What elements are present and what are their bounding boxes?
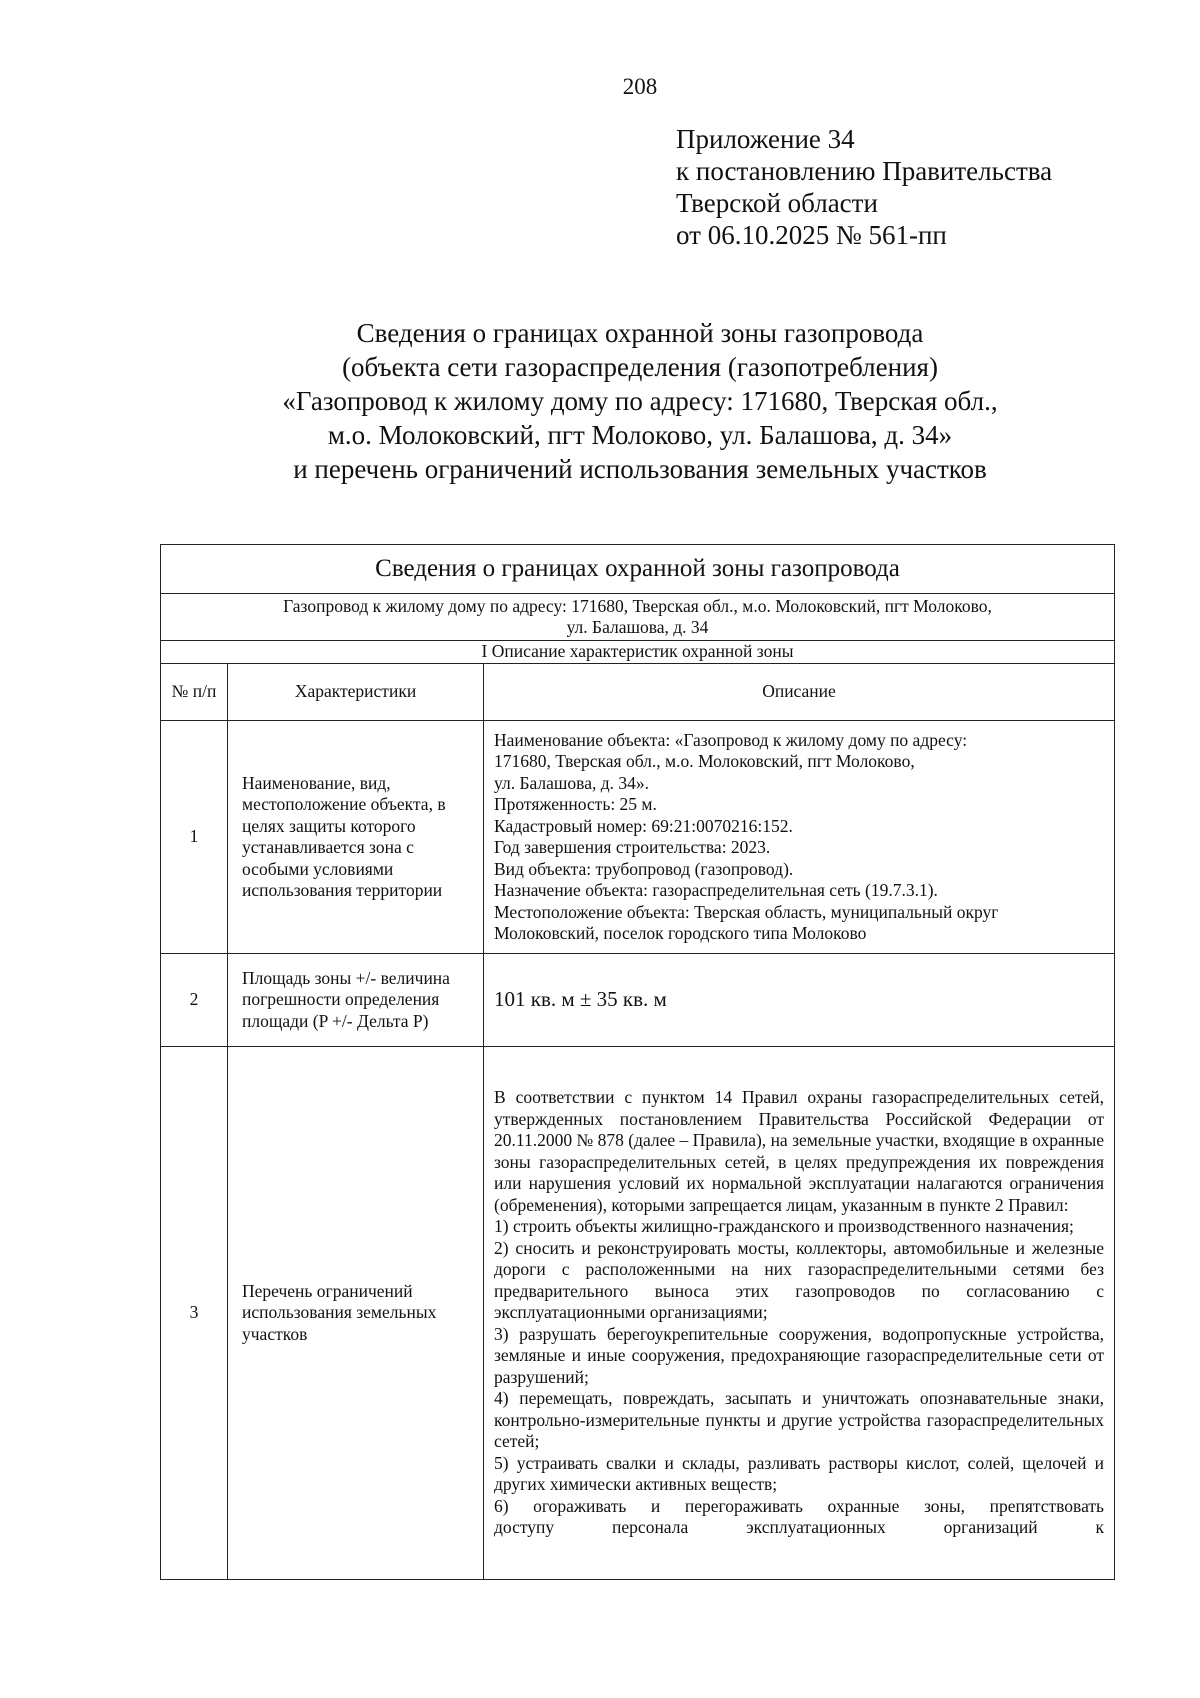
title-line: (объекта сети газораспределения (газопотребления)	[342, 352, 938, 382]
section-title: I Описание характеристик охранной зоны	[161, 641, 1115, 664]
appendix-line: Приложение 34	[676, 124, 855, 154]
description-line: Кадастровый номер: 69:21:0070216:152.	[494, 815, 793, 836]
zone-area-value: 101 кв. м ± 35 кв. м	[484, 954, 1115, 1047]
title-line: и перечень ограничений использования земельных участков	[293, 454, 987, 484]
description-line: Назначение объекта: газораспределительная сеть (19.7.3.1).	[494, 880, 938, 900]
object-name-row	[161, 594, 1115, 641]
restriction-item: 5) устраивать свалки и склады, разливать растворы кислот, солей, щелочей и других химически активных веществ;	[494, 1452, 1105, 1495]
appendix-block	[676, 123, 1052, 251]
restrictions-description	[484, 1047, 1115, 1580]
header-num: № п/п	[161, 664, 228, 721]
row-description	[484, 721, 1115, 954]
page-number: 208	[622, 74, 658, 99]
description-line: Молоковский, поселок городского типа Молоково	[494, 923, 867, 943]
appendix-line: от 06.10.2025 № 561-пп	[676, 220, 947, 250]
zone-info-table	[160, 544, 1115, 1580]
row-characteristic: Перечень ограничений использования земельных участков	[228, 1047, 484, 1580]
description-line: ул. Балашова, д. 34».	[494, 772, 649, 793]
object-name-cell	[161, 594, 1115, 641]
title-line: м.о. Молоковский, пгт Молоково, ул. Балашова, д. 34»	[327, 420, 953, 450]
row-characteristic: Наименование, вид, местоположение объекта, в целях защиты которого устанавливается зона с особыми условиями использования территории	[228, 721, 484, 954]
table-caption: Сведения о границах охранной зоны газопровода	[161, 545, 1115, 594]
header-description: Описание	[484, 664, 1115, 721]
restriction-item: 4) перемещать, повреждать, засыпать и уничтожать опознавательные знаки, контрольно-измерительные пункты и другие устройства газораспределительных сетей;	[494, 1388, 1105, 1452]
header-characteristic: Характеристики	[228, 664, 484, 721]
restriction-item: 1) строить объекты жилищно-гражданского и производственного назначения;	[494, 1216, 1074, 1237]
table-row	[161, 721, 1115, 954]
object-name-line: ул. Балашова, д. 34	[566, 617, 709, 637]
restriction-item-continued: доступу персонала эксплуатационных организаций к	[494, 1517, 1105, 1538]
table-caption-row	[161, 545, 1115, 594]
object-name-line: Газопровод к жилому дому по адресу: 171680, Тверская обл., м.о. Молоковский, пгт Молоково,	[283, 596, 992, 616]
appendix-line: Тверской области	[676, 188, 878, 218]
restriction-item-continued: 6) огораживать и перегораживать охранные зоны, препятствовать	[494, 1495, 1105, 1516]
description-line: 171680, Тверская обл., м.о. Молоковский, пгт Молоково,	[494, 751, 915, 771]
restriction-item: 3) разрушать берегоукрепительные сооружения, водопропускные устройства, земляные и иные сооружения, предохраняющие газораспределительные сети от разрушений;	[494, 1323, 1105, 1387]
description-line: Местоположение объекта: Тверская область, муниципальный округ	[494, 901, 999, 922]
restrictions-intro: В соответствии с пунктом 14 Правил охраны газораспределительных сетей, утвержденных постановлением Правительства Российской Федерации от 20.11.2000 № 878 (далее – Правила), на земельные участки, входящие в охранные зоны газораспределительных сетей, в целях предупреждения их повреждения или нарушения условий их нормальной эксплуатации налагаются ограничения (обременения), которыми запрещается лицам, указанным в пункте 2 Правил:	[494, 1087, 1105, 1215]
description-line: Наименование объекта: «Газопровод к жилому дому по адресу:	[494, 729, 968, 750]
row-number: 2	[161, 954, 228, 1047]
table-row	[161, 1047, 1115, 1580]
section-row	[161, 641, 1115, 664]
restriction-item: 2) сносить и реконструировать мосты, коллекторы, автомобильные и железные дороги с расположенными на них газораспределительными сетями без предварительного выноса этих газопроводов по согласованию с эксплуатационными организациями;	[494, 1237, 1105, 1323]
description-line: Год завершения строительства: 2023.	[494, 837, 771, 857]
title-line: Сведения о границах охранной зоны газопровода	[356, 318, 924, 348]
row-number: 1	[161, 721, 228, 954]
header-row	[161, 664, 1115, 721]
description-line: Протяженность: 25 м.	[494, 794, 657, 814]
row-number: 3	[161, 1047, 228, 1580]
appendix-line: к постановлению Правительства	[676, 156, 1053, 186]
row-characteristic: Площадь зоны +/- величина погрешности определения площади (P +/- Дельта P)	[228, 954, 484, 1047]
description-line: Вид объекта: трубопровод (газопровод).	[494, 858, 794, 879]
document-title	[160, 316, 1120, 486]
title-line: «Газопровод к жилому дому по адресу: 171680, Тверская обл.,	[282, 386, 998, 416]
table-row	[161, 954, 1115, 1047]
